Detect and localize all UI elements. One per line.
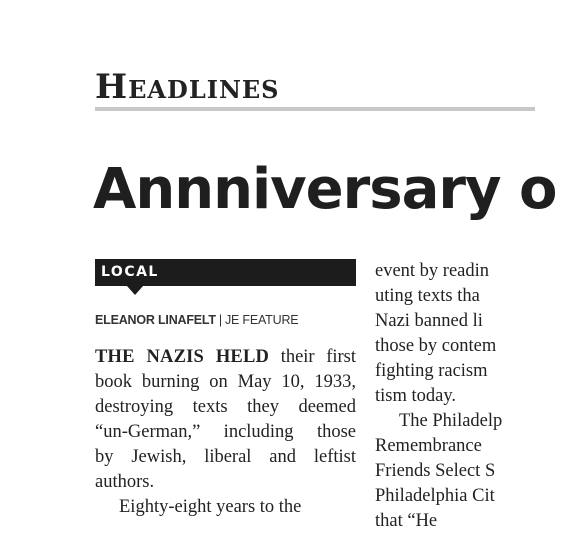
left-column: [95, 259, 356, 520]
category-label: LOCAL: [101, 264, 159, 280]
body-line: Nazi banned li: [375, 311, 483, 331]
body-line: those by contem: [375, 336, 497, 356]
left-column-text: [95, 345, 356, 520]
body-line: Remembrance: [375, 436, 482, 456]
body-line: Eighty-eight years to the: [119, 497, 302, 517]
article-headline: Annniversary o: [93, 157, 557, 222]
body-line: Friends Select S: [375, 461, 496, 481]
body-line: tism today.: [375, 386, 457, 406]
body-line: uting texts tha: [375, 286, 480, 306]
section-title: Headlines: [95, 67, 280, 107]
body-line: The Philadelp: [399, 411, 503, 431]
byline-separator: |: [218, 313, 222, 327]
body-line: authors.: [95, 472, 155, 492]
body-line: event by readin: [375, 261, 490, 281]
section-divider: [95, 107, 535, 111]
body-line: fighting racism: [375, 361, 488, 381]
lead-in: THE NAZIS HELD: [95, 347, 270, 367]
body-line: by Jewish, liberal and leftist: [95, 447, 356, 467]
body-line: [95, 345, 356, 370]
right-column-text: [375, 259, 575, 534]
body-line: book burning on May 10, 1933,: [95, 372, 356, 392]
body-line-text: their first: [269, 347, 356, 367]
body-line: that “He: [375, 511, 438, 531]
category-label-bar: [95, 259, 356, 286]
byline-source: JE FEATURE: [224, 313, 299, 327]
byline: [95, 310, 356, 330]
body-line: Philadelphia Cit: [375, 486, 495, 506]
byline-author: ELEANOR LINAFELT: [95, 313, 216, 327]
category-pointer-icon: [127, 286, 143, 295]
body-line: “un-German,” including those: [95, 422, 356, 442]
body-line: destroying texts they deemed: [95, 397, 356, 417]
